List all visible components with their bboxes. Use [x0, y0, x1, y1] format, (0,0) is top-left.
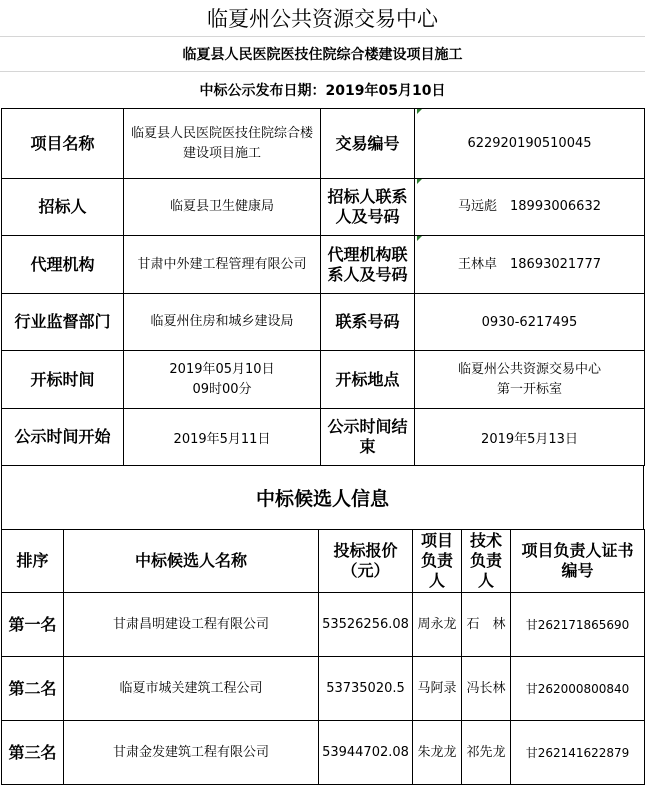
notice-end-value: 2019年5月13日: [415, 409, 645, 466]
tenderee-label: 招标人: [2, 179, 124, 236]
rank-cell: 第一名: [2, 593, 64, 657]
supervisor-value: 临夏州住房和城乡建设局: [124, 294, 321, 351]
bid-price: 53735020.5: [319, 657, 413, 721]
project-manager: 马阿录: [413, 657, 462, 721]
comment-marker-icon: [417, 236, 422, 241]
notice-end-label: 公示时间结束: [321, 409, 415, 466]
tech-lead: 冯长林: [462, 657, 511, 721]
open-place-value: 临夏州公共资源交易中心第一开标室: [415, 351, 645, 409]
notice-start-label: 公示时间开始: [2, 409, 124, 466]
supervisor-label: 行业监督部门: [2, 294, 124, 351]
project-info-table: [1, 108, 645, 466]
table-row: [2, 657, 645, 721]
table-row: [2, 721, 645, 785]
agency-contact-label: 代理机构联系人及号码: [321, 236, 415, 294]
cert-number: 甘262141622879: [511, 721, 645, 785]
tech-lead: 祁先龙: [462, 721, 511, 785]
trade-no-value: 622920190510045: [415, 109, 645, 179]
tenderee-value: 临夏县卫生健康局: [124, 179, 321, 236]
comment-marker-icon: [417, 109, 422, 114]
page-title: 临夏州公共资源交易中心: [0, 0, 645, 37]
agency-value: 甘肃中外建工程管理有限公司: [124, 236, 321, 294]
bid-price: 53944702.08: [319, 721, 413, 785]
candidates-header-row: [2, 530, 645, 593]
header-name: 中标候选人名称: [64, 530, 319, 593]
phone-value: 0930-6217495: [415, 294, 645, 351]
header-manager: 项目负责人: [413, 530, 462, 593]
candidate-name: 甘肃金发建筑工程有限公司: [64, 721, 319, 785]
project-name-label: 项目名称: [2, 109, 124, 179]
cert-number: 甘262171865690: [511, 593, 645, 657]
trade-no-label: 交易编号: [321, 109, 415, 179]
agency-label: 代理机构: [2, 236, 124, 294]
open-place-label: 开标地点: [321, 351, 415, 409]
candidate-name: 临夏市城关建筑工程公司: [64, 657, 319, 721]
tenderee-contact-label: 招标人联系人及号码: [321, 179, 415, 236]
cert-number: 甘262000800840: [511, 657, 645, 721]
phone-label: 联系号码: [321, 294, 415, 351]
comment-marker-icon: [417, 179, 422, 184]
candidate-name: 甘肃昌明建设工程有限公司: [64, 593, 319, 657]
header-tech: 技术负责人: [462, 530, 511, 593]
publish-date: 中标公示发布日期：2019年05月10日: [199, 83, 446, 99]
candidates-table: [1, 529, 645, 785]
notice-start-value: 2019年5月11日: [124, 409, 321, 466]
project-title: 临夏县人民医院医技住院综合楼建设项目施工: [0, 37, 645, 72]
header-cert: 项目负责人证书编号: [511, 530, 645, 593]
bid-price: 53526256.08: [319, 593, 413, 657]
project-manager: 周永龙: [413, 593, 462, 657]
header-price: 投标报价（元）: [319, 530, 413, 593]
open-time-label: 开标时间: [2, 351, 124, 409]
open-time-value: 2019年05月10日 09时00分: [124, 351, 321, 409]
header-rank: 排序: [2, 530, 64, 593]
project-name-value: 临夏县人民医院医技住院综合楼建设项目施工: [124, 109, 321, 179]
rank-cell: 第三名: [2, 721, 64, 785]
agency-contact-value: 王林卓 18693021777: [415, 236, 645, 294]
rank-cell: 第二名: [2, 657, 64, 721]
tech-lead: 石 林: [462, 593, 511, 657]
project-manager: 朱龙龙: [413, 721, 462, 785]
candidates-section-title: 中标候选人信息: [1, 465, 644, 529]
tenderee-contact-value: 马远彪 18993006632: [415, 179, 645, 236]
table-row: [2, 593, 645, 657]
